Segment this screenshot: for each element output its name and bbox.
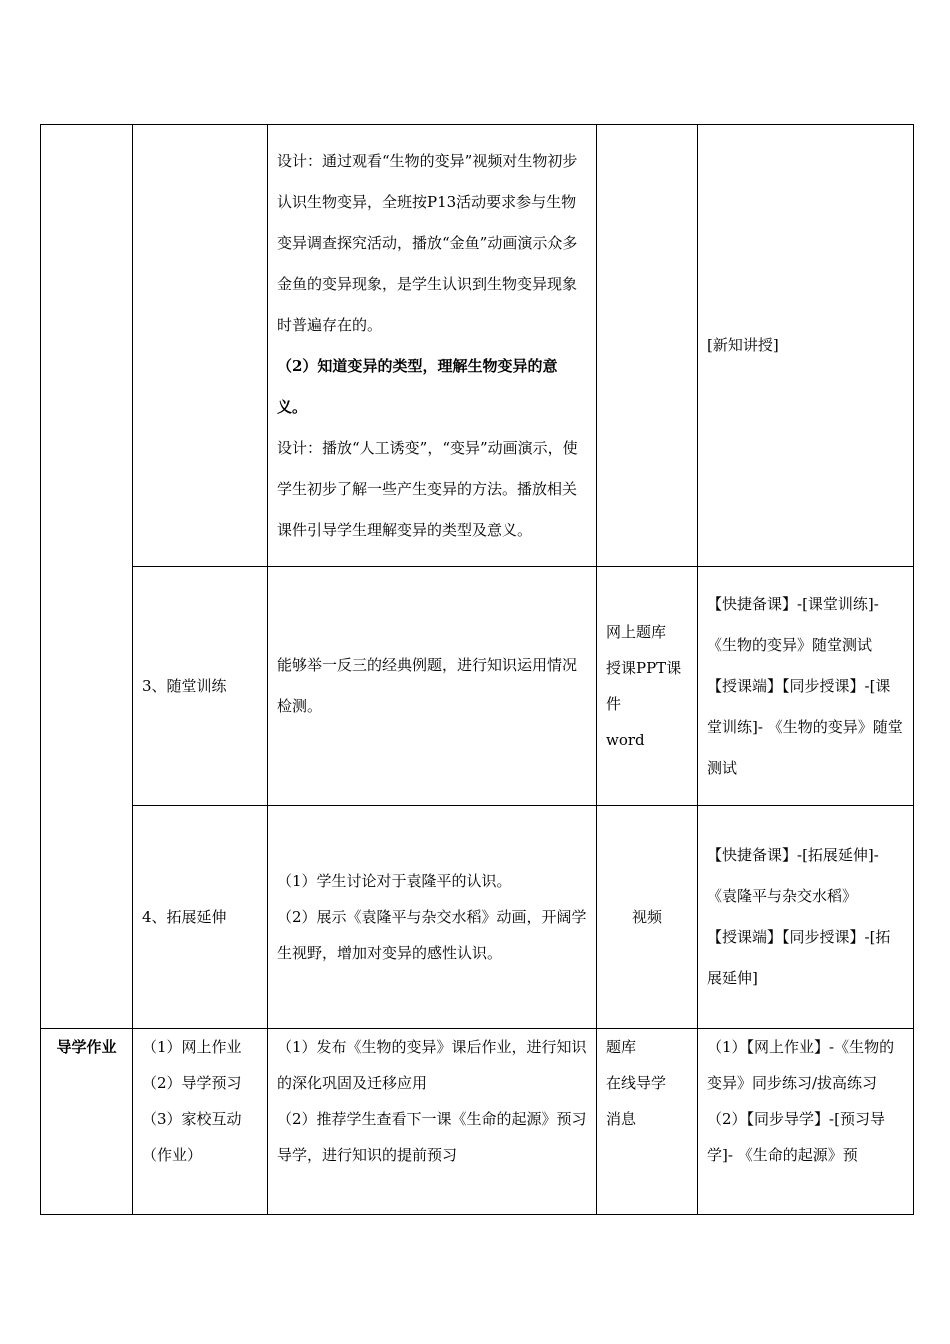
content-cell-design <box>268 125 597 567</box>
step-cell-extension <box>133 806 268 1029</box>
content-item: （1）学生讨论对于袁隆平的认识。 <box>277 872 512 890</box>
step-cell-practice <box>133 567 268 806</box>
resource-cell-extension <box>597 806 698 1029</box>
table-row-homework <box>41 1029 914 1215</box>
tool-text-design: [新知讲授] <box>707 336 779 354</box>
step-item: （3）家校互动（作业） <box>142 1110 242 1164</box>
design-paragraph-2: 设计：播放“人工诱变”，“变异”动画演示，使学生初步了解一些产生变异的方法。播放相关课件引导学生理解变异的类型及意义。 <box>277 438 578 539</box>
tool-cell-practice <box>698 567 914 806</box>
resource-item: 视频 <box>631 907 662 926</box>
tool-cell-extension <box>698 806 914 1029</box>
resource-item: word <box>606 731 645 749</box>
table-row-design <box>41 125 914 567</box>
lesson-plan-table <box>40 124 914 1215</box>
tool-item: 【授课端】【同步授课】-[拓展延伸] <box>707 928 891 987</box>
step-cell-empty <box>133 125 268 567</box>
tool-item: （2）【同步导学】-[预习导学]- 《生命的起源》预 <box>707 1110 885 1164</box>
content-cell-practice <box>268 567 597 806</box>
resource-item: 在线导学 <box>606 1074 667 1092</box>
tool-cell-design <box>698 125 914 567</box>
section-label-cell-empty <box>41 125 133 1029</box>
table-row-extension <box>41 806 914 1029</box>
content-item: （1）发布《生物的变异》课后作业，进行知识的深化巩固及迁移应用 <box>277 1038 587 1092</box>
resource-item: 消息 <box>606 1110 637 1128</box>
design-paragraph-1: 设计：通过观看“生物的变异”视频对生物初步认识生物变异，全班按P13活动要求参与生物变异调查探究活动，播放“金鱼”动画演示众多金鱼的变异现象，是学生认识到生物变异现象时普遍存在的。 <box>277 151 578 334</box>
step-label-extension: 4、拓展延伸 <box>142 907 227 926</box>
step-cell-homework <box>133 1029 268 1215</box>
design-subheading: （2）知道变异的类型，理解生物变异的意义。 <box>277 356 558 416</box>
content-text-practice: 能够举一反三的经典例题，进行知识运用情况检测。 <box>277 656 578 715</box>
step-label-practice: 3、随堂训练 <box>142 676 227 695</box>
content-item: （2）展示《袁隆平与杂交水稻》动画，开阔学生视野，增加对变异的感性认识。 <box>277 908 587 962</box>
step-item: （2）导学预习 <box>142 1074 242 1092</box>
resource-cell-practice <box>597 567 698 806</box>
resource-cell-design <box>597 125 698 567</box>
content-cell-homework <box>268 1029 597 1215</box>
resource-item: 授课PPT课件 <box>606 659 682 713</box>
tool-item: 【授课端】【同步授课】-[课堂训练]- 《生物的变异》随堂测试 <box>707 676 903 777</box>
resource-item: 网上题库 <box>606 623 667 641</box>
step-item: （1）网上作业 <box>142 1038 242 1056</box>
content-item: （2）推荐学生查看下一课《生命的起源》预习导学，进行知识的提前预习 <box>277 1110 587 1164</box>
tool-item: 【快捷备课】-[课堂训练]- 《生物的变异》随堂测试 <box>707 594 879 654</box>
section-label-homework: 导学作业 <box>56 1038 117 1056</box>
tool-item: 【快捷备课】-[拓展延伸]- 《袁隆平与杂交水稻》 <box>707 846 879 905</box>
section-label-cell-homework <box>41 1029 133 1215</box>
resource-item: 题库 <box>606 1038 637 1056</box>
tool-item: （1）【网上作业】-《生物的变异》同步练习/拔高练习 <box>707 1038 895 1092</box>
content-cell-extension <box>268 806 597 1029</box>
tool-cell-homework <box>698 1029 914 1215</box>
resource-cell-homework <box>597 1029 698 1215</box>
table-row-practice <box>41 567 914 806</box>
